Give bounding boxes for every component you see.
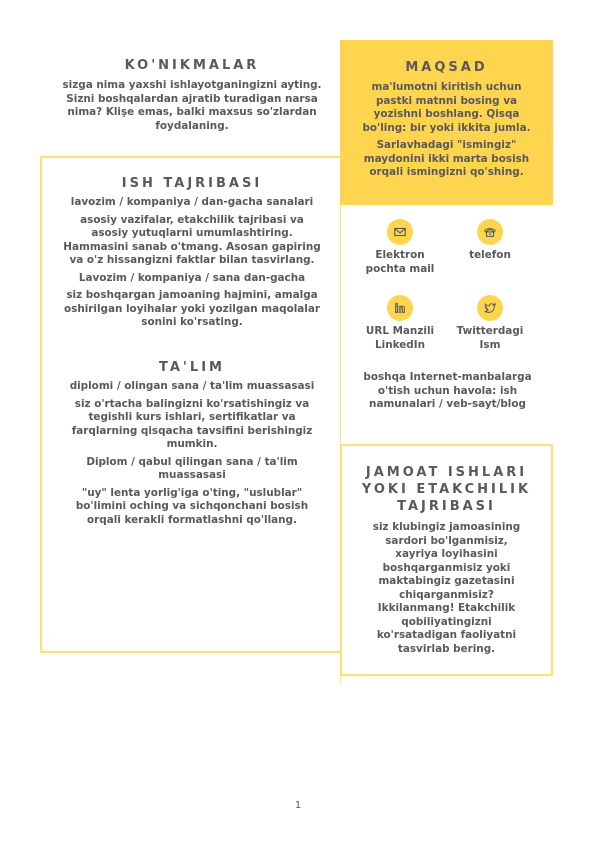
linkedin-icon [387, 295, 413, 321]
page-number: 1 [294, 800, 302, 811]
goal-text[interactable]: ma'lumotni kiritish uchun pastki matnni bosing va yozishni boshlang. Qisqa bo'ling: bir yoki ikkita jumla. [362, 81, 531, 134]
linkedin-label[interactable]: URL Manzili LinkedIn [365, 325, 435, 351]
job2-description[interactable]: siz boshqargan jamoaning hajmini, amalga oshirilgan loyihalar yoki yozilgan maqolalar sonini ko'rsating. [64, 289, 320, 328]
job1-description[interactable]: asosiy vazifalar, etakchilik tajribasi va asosiy yutuqlarni umumlashtiring. Hammasini sanab o'tmang. Asosan gapiring va o'z hissangizni faktlar bilan tasvirlang. [63, 213, 321, 266]
other-links [360, 371, 535, 412]
education1-description[interactable]: siz o'rtacha balingizni ko'rsatishingiz va tegishli kurs ishlari, sertifikatlar va farqlarning qisqacha tavsifini berishingiz mumkin. [71, 397, 313, 450]
contact-email [355, 219, 445, 276]
volunteer-text[interactable]: siz klubingiz jamoasining sardori bo'lganmisiz, xayriya loyihasini boshqarganmisiz yoki maktabingiz gazetasini chiqarganmisiz? Ikkilanmang! Etakchilik qobiliyatingizni ko'rsatadigan faoliyatni tasvirlab bering. [372, 521, 521, 655]
twitter-bird-icon [477, 295, 503, 321]
education1-title[interactable]: diplomi / olingan sana / ta'lim muassasasi [69, 380, 315, 392]
skills-heading: KO'NIKMALAR [124, 58, 260, 73]
skills-section [62, 58, 322, 133]
contact-twitter [445, 295, 535, 352]
job2-title[interactable]: Lavozim / kompaniya / sana dan-gacha [78, 271, 306, 284]
skills-text[interactable]: sizga nima yaxshi ishlayotganingizni ayting. Sizni boshqalardan ajratib turadigan narsa nima? Klişe emas, balki maxsus so'zlardan foydalaning. [62, 79, 322, 132]
experience-heading: ISH TAJRIBASI [121, 176, 263, 191]
contact-linkedin [355, 295, 445, 352]
envelope-icon [387, 219, 413, 245]
other-links-text[interactable]: boshqa Internet-manbalarga o'tish uchun havola: ish namunalari / veb-sayt/blog [363, 371, 532, 410]
goal-section [340, 40, 553, 205]
goal-heading: MAQSAD [405, 60, 488, 75]
contact-phone [445, 219, 535, 263]
volunteer-section [340, 444, 553, 676]
twitter-label[interactable]: Twitterdagi Ism [456, 325, 524, 351]
phone-icon [477, 219, 503, 245]
education2-description[interactable]: "uy" lenta yorlig'iga o'ting, "uslublar" bo'limini oching va sichqonchani bosish orqali kerakli formatlashni qo'llang. [75, 486, 309, 526]
education-heading: TA'LIM [159, 360, 225, 375]
phone-label[interactable]: telefon [469, 249, 511, 261]
education-section [60, 360, 324, 527]
experience-section [60, 176, 324, 330]
volunteer-heading: JAMOAT ISHLARI YOKI ETAKCHILIK TAJRIBASI [361, 465, 532, 514]
goal-hint-text[interactable]: Sarlavhadagi "ismingiz" maydonini ikki marta bosish orqali ismingizni qo'shing. [363, 139, 530, 178]
email-label[interactable]: Elektron pochta mail [365, 249, 435, 275]
job1-title[interactable]: lavozim / kompaniya / dan-gacha sanalari [70, 196, 314, 208]
education2-title[interactable]: Diplom / qabul qilingan sana / ta'lim muassasasi [86, 455, 298, 481]
